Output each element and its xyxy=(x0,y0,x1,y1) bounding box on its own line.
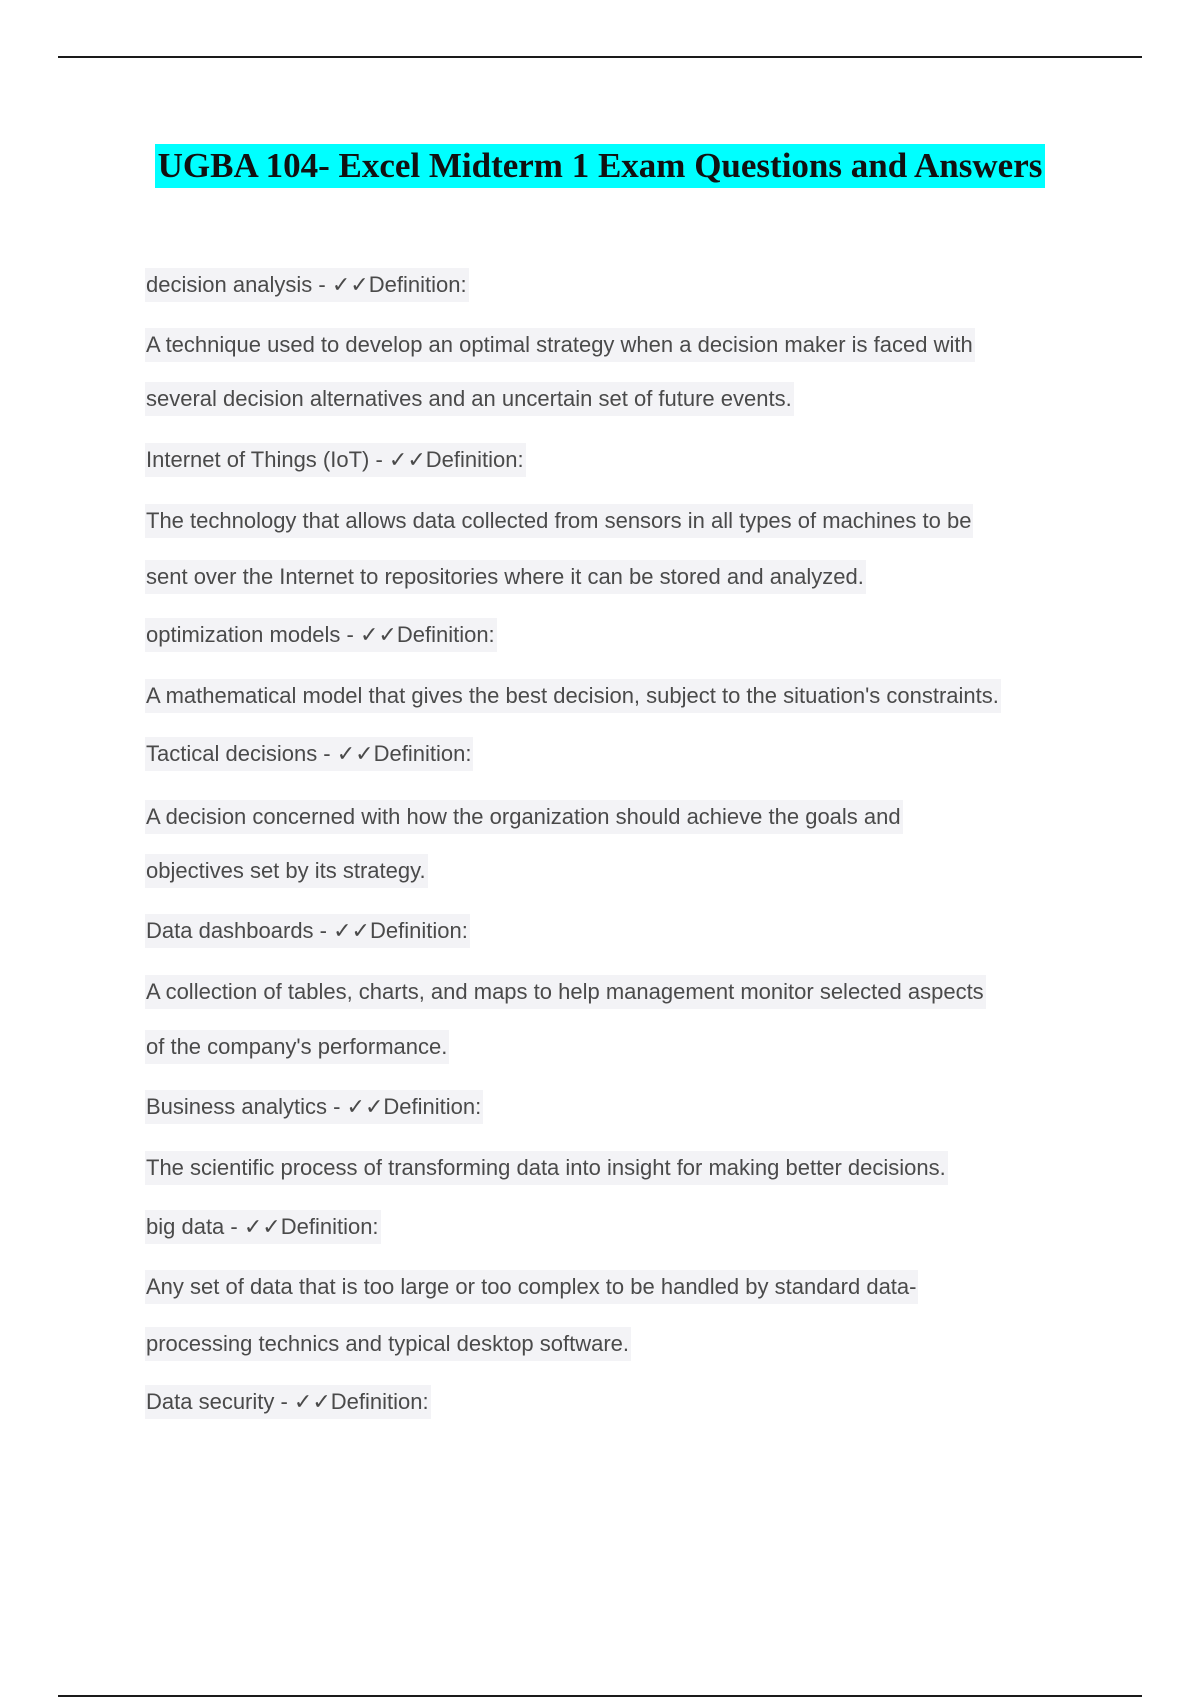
bottom-rule xyxy=(58,1695,1142,1697)
term-line: big data - ✓✓Definition: xyxy=(145,1210,381,1244)
definition-line: Any set of data that is too large or too complex to be handled by standard data- xyxy=(145,1270,918,1304)
page-title: UGBA 104- Excel Midterm 1 Exam Questions and Answers xyxy=(155,144,1046,188)
definition-line: of the company's performance. xyxy=(145,1030,449,1064)
term-line: Internet of Things (IoT) - ✓✓Definition: xyxy=(145,443,526,477)
definition-line: A technique used to develop an optimal strategy when a decision maker is faced with xyxy=(145,328,975,362)
title-wrap xyxy=(0,144,1200,188)
term-line: Data security - ✓✓Definition: xyxy=(145,1385,431,1419)
definition-line: processing technics and typical desktop software. xyxy=(145,1327,631,1361)
definition-line: A mathematical model that gives the best decision, subject to the situation's constraints. xyxy=(145,679,1001,713)
top-rule xyxy=(58,56,1142,58)
term-line: Tactical decisions - ✓✓Definition: xyxy=(145,737,473,771)
definition-line: several decision alternatives and an uncertain set of future events. xyxy=(145,382,794,416)
definition-line: The technology that allows data collected from sensors in all types of machines to be xyxy=(145,504,973,538)
definition-line: sent over the Internet to repositories where it can be stored and analyzed. xyxy=(145,560,866,594)
definition-line: The scientific process of transforming data into insight for making better decisions. xyxy=(145,1151,948,1185)
term-line: decision analysis - ✓✓Definition: xyxy=(145,268,469,302)
term-line: optimization models - ✓✓Definition: xyxy=(145,618,497,652)
definition-line: A collection of tables, charts, and maps to help management monitor selected aspects xyxy=(145,975,986,1009)
definition-line: objectives set by its strategy. xyxy=(145,854,428,888)
definition-line: A decision concerned with how the organization should achieve the goals and xyxy=(145,800,903,834)
term-line: Data dashboards - ✓✓Definition: xyxy=(145,914,470,948)
term-line: Business analytics - ✓✓Definition: xyxy=(145,1090,483,1124)
